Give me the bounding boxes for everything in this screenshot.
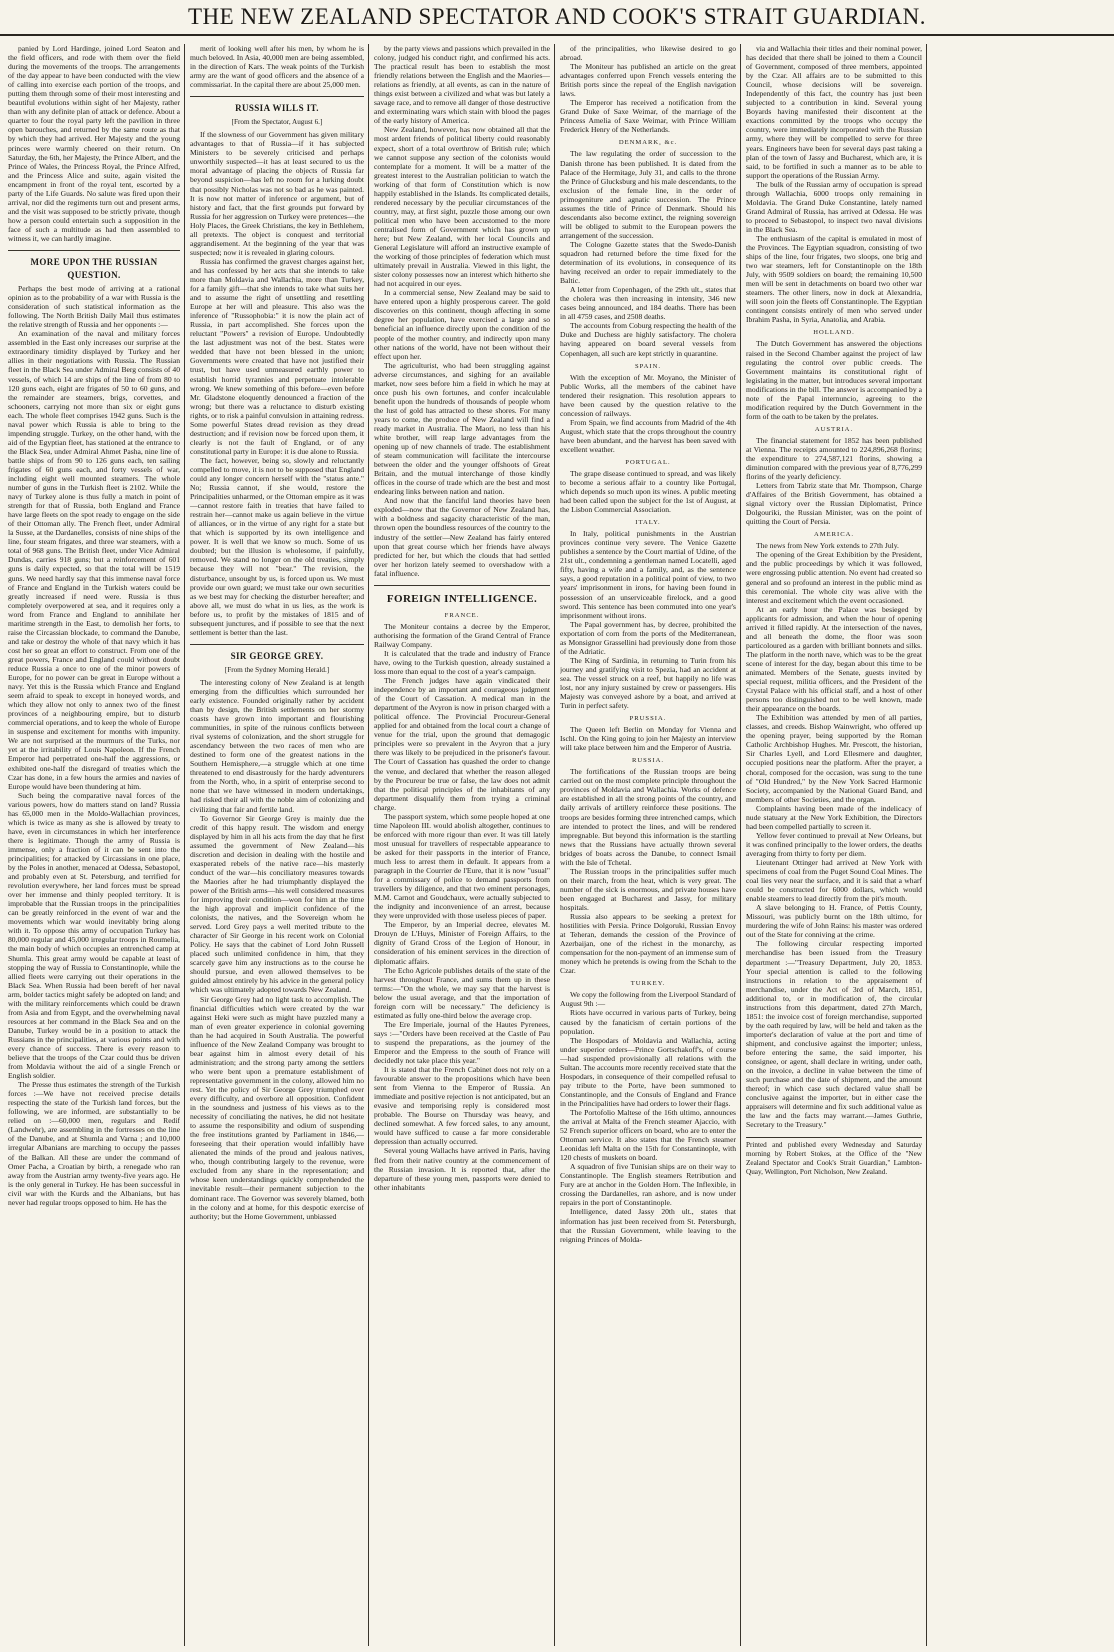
article-paragraph: The following circular respecting imported merchandise has been issued from the Treasury department :—"Treasury Department, July 20, 1853. Your special attention is called to the following instructions in relation to the appraisement of merchandise, under the Act of 3rd of March, 1851, additional to, or in modification of, the circular instructions from this department, dated 27th March, 1851: the invoice cost of foreign merchandise, supported by the oath required by law, will be held and taken as the importer's declaration of value at the port and time of shipment, and conclusive against the importer; unless, before entering the same, the said importer, his consignee, or agent, shall declare in writing, under oath, on the invoice, a decline in value between the time of such purchase and the date of shipment, and the amount thereof; in which case such declared value shall be conclusive against the importer, but in either case the appraisers will determine and fix such additional value as the law and the facts may warrant.—James Guthrie, Secretary to the Treasury." [746, 939, 922, 1130]
article-paragraph: Intelligence, dated Jassy 20th ult., states that information has just been received from St. Petersburgh, that the Russian Government, while leaving to the reigning Princes of Molda- [560, 1207, 736, 1244]
article-paragraph: We copy the following from the Liverpool Standard of August 9th :— [560, 990, 736, 1009]
country-subheading: DENMARK, &c. [618, 139, 678, 147]
article-paragraph: The Papal government has, by decree, prohibited the exportation of corn from the ports of the Mediterranean, as Monsignor Grassellini had previously done from those of the Adriatic. [560, 619, 736, 656]
article-paragraph: The Portofolio Maltese of the 16th ultimo, announces the arrival at Malta of the French steamer Ajaccio, with 52 French superior officers on board, who are to enter the Ottoman service. It also states that the French steamer Leonidas left Malta on the 15th for Constantinople, with 120 chests of muskets on board. [560, 1107, 736, 1163]
section-heading: FOREIGN INTELLIGENCE. [374, 585, 550, 607]
article-paragraph: The Ere Imperiale, journal of the Hautes Pyrenees, says :—"Orders have been received at the Castle of Pau to suspend the preparations, as the journey of the Emperor and the Empress to the south of France will decidedly not take place this year." [374, 1019, 550, 1066]
article-paragraph: To Governor Sir George Grey is mainly due the credit of this happy result. The wisdom and energy displayed by him in all his acts from the day that he first assumed the government of New Zealand—his discretion and decision in dealing with the hostile and exasperated rebels of the native race—his masterly conduct of the war—his conciliatory measures towards the Maories after he had triumphantly displayed the power of the British arms—his well considered measures for improving their condition—won for him at the time the high approval and implicit confidence of the colonists, the natives, and the Sovereign whom he served. Lord Grey pays a well merited tribute to the character of Sir George in his recent work on Colonial Policy. He says that the cabinet of Lord John Russell placed such unlimited confidence in him, that they scarcely gave him any instructions as to the course he should pursue, and even allowed themselves to be guided almost entirely by his advice in the general policy which was ultimately adopted towards New Zealand. [190, 813, 364, 995]
column-5 [746, 44, 922, 1646]
article-paragraph: The Exhibition was attended by men of all parties, classes, and creeds. Bishop Wainwright, who offered up the opening prayer, being supported by the Roman Catholic Archbishop Hughes. Mr. Prescott, the historian, Sir Charles Lyell, and Lord Ellesmere and daughter, occupied positions near the platform. After the prayer, a choral, composed for the occasion, was sung to the tune of "Old Hundred," by the New York Sacred Harmonic Society, accompanied by the National Guard Band, and members of other Societies, and the organ. [746, 713, 922, 804]
article-paragraph: Letters from Tabriz state that Mr. Thompson, Charge d'Affaires of the British Government, has obtained a signal victory over the Russian Diplomatist, Prince Dolgouriki, the Russian Minister, was on the point of quitting the Court of Persia. [746, 481, 922, 527]
article-paragraph: At an early hour the Palace was besieged by applicants for admission, and when the hour of opening arrived it filled rapidly. At the intersection of the naves, and all beneath the dome, the floor was soon particoloured as a garden with brilliant bonnets and silks. The platform in the north nave, which was to be the great scene of interest for the day, began about this time to be animated. Members of the Senate, guests invited by special request, militia officers, and the President of the Crystal Palace with his official staff, and a host of other persons too distinguished not to be well known, made their appearance on the boards. [746, 604, 922, 714]
article-paragraph: The Cologne Gazette states that the Swedo-Danish squadron had returned before the time fixed for the determination of its evolutions, in consequence of its having received an order to repair immediately to the Baltic. [560, 239, 736, 286]
article-paragraph: And now that the fanciful land theories have been exploded—now that the Governor of New Zealand has, with a boldness and sagacity characteristic of the man, thrown open the boundless resources of the country to the industry of the settler—New Zealand has fairly entered upon that great course which her friends have always predicted for her, but which the clouds that had settled over her horizon lately seemed to overshadow with a fatal influence. [374, 496, 550, 578]
article-paragraph: The Moniteur contains a decree by the Emperor, authorising the formation of the Grand Central of France Railway Company. [374, 621, 550, 649]
article-paragraph: The enthusiasm of the capital is emulated in most of the Provinces. The Egyptian squadron, consisting of two ships of the line, four frigates, two sloops, one brig and two war steamers, left for Constantinople on the 18th July, with 9509 soldiers on board; the remaining 10,500 men will be sent in detachments on board two other war steamers. The other liners, now in dock at Alexandria, will soon join the fleets off Constantinople. The Egyptian contingent consists entirely of men who served under Ibrahim Pasha, in Syria, Anatolia, and Arabia. [746, 233, 922, 325]
article-paragraph: The interesting colony of New Zealand is at length emerging from the difficulties which surrounded her early existence. Founded originally rather by accident than by design, the British settlements on her stormy coasts have grown into important and flourishing communities, in spite of the ruinous conflicts between rival systems of colonization, and the short struggle for ascendancy between the two races of men who are destined to form one of the greatest nations in the Southern Hemisphere,—a struggle which at one time threatened to end disastrously for the hardy adventurers from the North, who, in a spirit of enterprise second to none that we have witnessed in modern undertakings, had risked their all with the noble aim of colonizing and civilizing that fair and fertile land. [190, 677, 364, 814]
column-3 [374, 44, 550, 1646]
article-paragraph: In a commercial sense, New Zealand may be said to have entered upon a highly prosperous career. The gold discoveries on this continent, though affecting in some degree her population, have exercised a large and so beneficial an influence directly upon the condition of the people of the mother country, and indirectly upon many other nations of the world, have not been without their effect upon her. [374, 288, 550, 361]
article-paragraph: The opening of the Great Exhibition by the President, and the public proceedings by which it was followed, were engrossing public attention. No event had created so general and so profound an interest in the public mind as this ceremonial. The whole city was alive with the interest and excitement which the event occasioned. [746, 550, 922, 605]
country-subheading: ITALY. [635, 519, 661, 527]
article-paragraph: The King of Sardinia, in returning to Turin from his journey and gratifying visit to Spezia, had an accident at sea. The vessel struck on a reef, but happily no life was lost, nor any injury sustained by crew or passengers. His Majesty was conveyed ashore by a boat, and arrived at Turin in perfect safety. [560, 655, 736, 711]
article-paragraph: of the principalities, who likewise desired to go abroad. [560, 44, 736, 63]
article-paragraph: The law regulating the order of succession to the Danish throne has been published. It is dated from the Palace of the Hermitage, July 31, and calls to the throne the Prince of Glucksburg and his male descendants, to the exclusion of the female line, in the order of primogeniture and agnatic succession. The Prince assumes the title of Prince of Denmark. Should his descendants also become extinct, the reigning sovereign will be obliged to submit to the European powers the arrangement of the succession. [560, 149, 736, 240]
source-credit: [From the Spectator, August 6.] [231, 118, 323, 127]
article-paragraph: Lieutenant Ottinger had arrived at New York with specimens of coal from the Puget Sound Coal Mines. The coal lies very near the surface, and it is said that a wharf could be constructed for 6000 dollars, which would enable steamers to lead directly from the pit's mouth. [746, 857, 922, 904]
article-paragraph: The Emperor has received a notification from the Grand Duke of Saxe Weimar, of the marriage of the Princess Amelia of Saxe Weimar, with Prince William Frederick Henry of the Netherlands. [560, 98, 736, 135]
article-paragraph: The passport system, which some people hoped at one time Napoleon III. would abolish altogether, continues to be enforced with more rigour than ever. It was till lately most unusual for travellers of respectable appearance to be asked for their passports in the interior of France, much less to arrest them in default. It appears from a paragraph in the Courrier de l'Eure, that it is now "usual" for a commissary of police to demand passports from travellers by diligence, and that two eminent personages, M.M. Carnot and Goudchaux, were actually subjected to the indignity and inconvenience of an arrest, because they were unprovided with those useless pieces of paper. [374, 811, 550, 921]
article-paragraph: The Hospodars of Moldavia and Wallachia, acting under superior orders—Prince Gortschakoff's, of course—had suspended provisionally all relations with the Sultan. The accounts more recently received state that the Hospodars, in consequence of their compelled refusal to pay tribute to the Porte, have been summoned to Constantinople, and the Consuls of England and France in the Principalities have had orders to lower their flags. [560, 1035, 736, 1108]
column-1 [8, 44, 180, 1646]
article-paragraph: The news from New York extends to 27th July. [756, 541, 899, 551]
article-paragraph: The French judges have again vindicated their independence by an important and courageous judgment of the Court of Cassation. A medical man in the department of the Avyron is now in prison charged with a political offence. The Provincial Procureur-General applied for and obtained from the local court a change of venue for the trial, upon the ground that demagogic principles were so prevalent in the Avyron that a jury there was likely to be prejudiced in the prisoner's favour. The Court of Cassation has quashed the order to change the venue, and declared that whether the reason alleged by the Procureur be true or false, the law does not admit that the political principles of the inhabitants of any department disqualify them from trying a criminal charge. [374, 676, 550, 812]
article-paragraph: merit of looking well after his men, by whom he is much beloved. In Asia, 40,000 men are being assembled, in the direction of Kars. The weak points of the Turkish army are the want of good officers and the absence of a commissariat. In the capital there are about 25,000 men. [190, 44, 364, 90]
country-subheading: FRANCE. [444, 611, 480, 619]
column-rule [368, 44, 369, 1646]
article-paragraph: It is calculated that the trade and industry of France have, owing to the Turkish question, already sustained a loss more than equal to the cost of a year's campaign. [374, 648, 550, 676]
section-heading: MORE UPON THE RUSSIAN QUESTION. [8, 250, 180, 282]
article-paragraph: If the slowness of our Government has given military advantages to that of Russia—if it has subjected Ministers to be severely criticised and perhaps unworthily suspected—it has at least secured to us the moral advantage of placing the objects of Russia far beyond suspicion—has left no room for a lurking doubt that possibly Nicholas was not so bad as he was painted. It is now not matter of inference or argument, but of history and fact, that the first grounds put forward by Russia for her aggression on Turkey were pretences—the Holy Places, the Greek Christians, the key in Bethlehem, all pretexts. The object is conquest and territorial aggrandisement. At the beginning of the year that was suspected; now it is revealed in glaring colours. [190, 130, 364, 257]
article-paragraph: With the exception of Mr. Moyano, the Minister of Public Works, all the members of the cabinet have tendered their resignation. This resolution appears to have been caused by the question relative to the concession of railways. [560, 372, 736, 418]
country-subheading: TURKEY. [630, 980, 666, 988]
article-paragraph: The Russian troops in the principalities suffer much on their march, from the heat, which is very great. The number of the sick is enormous, and private houses have been engaged at Bucharest and Jassy, for military hospitals. [560, 866, 736, 912]
article-paragraph: The financial statement for 1852 has been published at Vienna. The receipts amounted to 224,896,268 florins; the expenditure to 274,587,121 florins, showing a diminution compared with the previous year of 8,776,299 florins of the yearly deficiency. [746, 435, 922, 482]
article-paragraph: Russia has confirmed the gravest charges against her, and has confessed by her acts that she intends to take more than Moldavia and Wallachia, more than Turkey, for a family gift—that she intends to take what suits her and to assume the right of unsettling and resettling Europe at her will and pleasure. This also was the inference of "Russophobia:" it is now the plain act of Russia, in part accomplished. She forces upon the reluctant "Powers" a revision of Europe. Undoubtedly the last adjustment was not of the best. States were wedded that have not been blessed in the union; Governments were created that have not justified their trust, but have used unmeasured earthly power to establish horrid tyrannies and perpetuate intolerable wrong. We knew something of this before—even before Mr. Gladstone eloquently denounced a fraction of the wrong; but there was a reluctance to disturb existing rights, or to risk a painful convulsion in attaining redress. Some powerful States dread revision as they dread destruction; and if revision now be forced upon them, it clearly is not the fault of England, or of any constitutional party in Europe: it is due alone to Russia. [190, 256, 364, 456]
article-paragraph: The Emperor, by an Imperial decree, elevates M. Drouyn de L'Huys, Minister of Foreign Affairs, to the dignity of Grand Cross of the Legion of Honour, in consideration of his eminent services in the direction of diplomatic affairs. [374, 920, 550, 966]
article-paragraph: Yellow fever continued to prevail at New Orleans, but it was confined principally to the lower orders, the deaths averaging from thirty to forty per diem. [746, 830, 922, 858]
column-rule [926, 44, 927, 1646]
column-4 [560, 44, 736, 1646]
article-paragraph: A letter from Copenhagen, of the 29th ult., states that the cholera was then increasing in intensity, 346 new cases being announced, and 184 deaths. There has been in all 4759 cases, and 2508 deaths. [560, 285, 736, 322]
column-rule [554, 44, 555, 1646]
article-paragraph: New Zealand, however, has now obtained all that the most ardent friends of political liberty could reasonably expect, short of a total overthrow of British rule; which we cannot suppose any section of the colonists would contemplate for a moment. It will be a matter of the greatest interest to the Australian politician to watch the working of that form of Constitution which is now happily established in the Islands. Its complicated details, rendered necessary by the peculiar circumstances of the country, may, at first sight, puzzle those among our own political men who have been accustomed to the more centralised form of Government which has grown up here; but New Zealand, with her local Councils and General Legislature will afford an instructive example of the working of those principles of federation which must ultimately prevail in Australia. Viewed in this light, the sister colony possesses now an interest which hitherto she had not acquired in our eyes. [374, 125, 550, 289]
article-paragraph: panied by Lord Hardinge, joined Lord Seaton and the field officers, and rode with them over the field during the movements of the troops. The arrangements of the day appear to have been conducted with the view of calling into exercise each portion of the troops, and putting them through some of their most interesting and beautiful evolutions within sight of her Majesty, rather than with any definite plan of attack or defence. About a quarter to four the royal party left the pavilion in three open barouches, and returned by the same route as that by which they had arrived. Her Majesty and the young princes were warmly cheered on their return. On Saturday, the 6th, her Majesty, the Prince Albert, and the Prince of Wales, the Princess Royal, the Prince Alfred, and the Princess Alice and suite, again visited the encampment in front of the royal tent, escorted by a party of the Life Guards. No salute was fired upon their arrival, nor did the regiments turn out and present arms, and the visit was supposed to be strictly private, though how a person could entertain such a supposition in the face of such a multitude as had then assembled to witness it, we can hardly imagine. [8, 44, 180, 243]
column-rule [740, 44, 741, 1646]
article-paragraph: via and Wallachia their titles and their nominal power, has decided that there shall be joined to them a Council of Government, composed of three members, appointed by the Czar. All affairs are to be submitted to this Council, whose decisions will be sovereign. Independently of this fact, the country has just been subjected to a contribution in kind. Several young Boyards having manifested their discontent at the exactions committed by the troops who occupy the country, were immediately incorporated with the Russian army, where they will be compelled to serve for three years. Engineers have been for several days past taking a plan of the town of Jassy and Bucharest, which are, it is said, to be fortified in such a manner as to be able to support the operations of the Russian Army. [746, 44, 922, 180]
country-subheading: SPAIN. [634, 362, 662, 370]
article-paragraph: The Moniteur has published an article on the great advantages conferred upon French vessels entering the British ports since the repeal of the English navigation laws. [560, 62, 736, 99]
article-paragraph: Sir George Grey had no light task to accomplish. The financial difficulties which were created by the war against Heki were such as might have puzzled many a man of even greater experience in colonial governing than he had acquired in South Australia. The powerful influence of the New Zealand Company was brought to bear against him in almost every detail of his administration; and the strong party among the settlers who were bent upon a premature establishment of representative government in the colony, allowed him no rest. Yet the policy of Sir George Grey triumphed over every difficulty, and overbore all opposition. Confident in the soundness and justness of his views as to the necessity of conciliating the natives, he did not hesitate to assume the responsibility and odium of suspending the free institutions granted by Parliament in 1846,—foreseeing that their operation would infallibly have alienated the minds of the proud and jealous natives, who, though contributing largely to the revenue, were excluded from any share in the representation; and whose keen understandings quickly comprehended the inevitable result—their permanent subjection to the dominant race. The Governor was severely blamed, both in the colony and at home, for this despotic exercise of authority; but the Home Government, unbiassed [190, 994, 364, 1221]
column-6 [932, 44, 1106, 1646]
country-subheading: AUSTRIA. [814, 425, 854, 433]
masthead: THE NEW ZEALAND SPECTATOR AND COOK'S STRAIT GUARDIAN. [0, 0, 1114, 36]
article-paragraph: The Dutch Government has answered the objections raised in the Second Chamber against the project of law regulating the control over public creeds. The Government maintains its constitutional right of legislating in the matter, but introduces several important modifications in the bill. The answer is accompanied by a note of the Papal internuncio, agreeing to the modification required by the Dutch Government in the form of the oath to be taken by the prelates. [746, 339, 922, 421]
article-paragraph: Such being the comparative naval forces of the various powers, how do matters stand on land? Russia has 65,000 men in the Moldo-Wallachian provinces, which is twice as many as she is allowed by treaty to have, even in circumstances in which her interference there is legitimate. Though the army of Russia is immense, only a fraction of it can be sent into the principalities; for attacked by Circassians in one place, by the Poles in another, menaced at Odessa, Sebastopol, and probably even at St. Petersburg, and terrified for revolution everywhere, her land forces must be spread over her immense and thinly peopled territory. It is improbable that the Russian troops in the principalities can be greatly reinforced in the event of war and the movements which war would inevitably bring along with it. To oppose this army of occupation Turkey has 80,000 regular and 45,000 irregular troops in Roumelia, the main body of which occupies an entrenched camp at Shumla. This great army would be capable at least of stopping the way of Russia to Constantinople, while the allied fleets were carrying out their operations in the Black Sea. When Russia had been bereft of her naval arm, bolder tactics might safely be adopted on land; and with the military reinforcements which could be drawn from Asia and from Egypt, and the overwhelming naval resources at her command in the Black Sea and on the Danube, Turkey would be in a position to attack the Russians in the principalities, at various points and with every chance of success. There is every reason to believe that the troops of the Czar could thus be driven from Moldavia without the aid of a single French or English soldier. [8, 790, 180, 1081]
article-paragraph: The bulk of the Russian army of occupation is spread through Wallachia, 6000 troops only remaining in Moldavia. The Grand Duke Constantine, lately named Grand Admiral of Russia, has arrived at Odessa. He was to proceed to Sebastopol, to inspect two naval divisions in the Black Sea. [746, 179, 922, 234]
article-paragraph: The Presse thus estimates the strength of the Turkish forces :—We have not received precise details respecting the state of the Turkish land forces, but the following, we are informed, are substantially to be relied on :—60,000 men, regulars and Redif (Landwehr), are assembling in the fortresses on the line of the Danube, and at Shumla and Varna ; and 10,000 irregular Albanians are marching to occupy the passes of the Balkan. All these are under the command of Omer Pacha, a Croatian by birth, a renegade who ran away from the Austrian army twenty-five years ago. He is the only general in Turkey. He has been successful in civil war with the Kurds and the Albanians, but has never had regular troops opposed to him. He has the [8, 1080, 180, 1207]
article-paragraph: The Echo Agricole publishes details of the state of the harvest throughout France, and sums them up in these terms:—"On the whole, we may say that the harvest is below the usual average, and that the importation of foreign corn will be necessary." The deficiency is estimated as fully one-third below the average crop. [374, 965, 550, 1020]
article-paragraph: by the party views and passions which prevailed in the colony, judged his conduct right, and confirmed his acts. The practical result has been to establish the most friendly relations between the English and the Maories—relations as friendly, at all events, as can in the nature of things exist between a civilized and what was but lately a savage race, and to remove all danger of those destructive and exterminating wars which stain with blood the pages of the early history of America. [374, 44, 550, 126]
column-2 [190, 44, 364, 1646]
article-paragraph: Complaints having been made of the indelicacy of nude statuary at the New York Exhibition, the Directors had been compelled partially to screen it. [746, 803, 922, 831]
article-paragraph: The fact, however, being so, slowly and reluctantly compelled to move, it is not to be supposed that England could any longer concern herself with the "status ante." No; Russia cannot, if she would, restore the Principalities unharmed, or the Ottoman empire as it was—cannot restore faith in treaties that have failed to restrain her—cannot make us again believe in the virtue of alliances, or in the virtue of any right for a state but that which is supported by its own intelligence and power. It is well that we know so much. Some of us doubted; but the illusion is wholesome, if painfully, removed. We stand no longer on the old treaties, simply because they will not "bear." The revision, the disturbance, unsought by us, is forced upon us. We must provide our own guard; we must take our own securities as we best may for checking the disturber hereafter; and above all, we must do what in us lies, as the work is before us, to profit by the mistakes of 1815 and of subsequent junctures, and if possible to see that the next settlement is better than the last. [190, 455, 364, 637]
article-paragraph: The agriculturist, who had been struggling against adverse circumstances, and sighing for an available market, now sees before him a field in which he may at once push his own fortunes, and confer incalculable benefit upon the hundreds of thousands of people whom the lust of gold has attracted to these shores. For many years to come, the produce of New Zealand will find a ready market in Australia. The Maori, no less than his white brother, will reap large advantages from the opening up of new channels of trade. The establishment of steam communication will facilitate the intercourse between the older and the younger offshoots of Great Britain, and the mutual interchange of those kindly offices in the course of trade which are the best and most endearing links between nation and nation. [374, 360, 550, 497]
section-heading: RUSSIA WILLS IT. [190, 96, 364, 115]
section-heading: SIR GEORGE GREY. [190, 644, 364, 663]
article-paragraph: Russia also appears to be seeking a pretext for hostilities with Persia. Prince Dolgoruki, Russian Envoy at Teheran, demands the cession of the Province of Azerbaijan, one of the richest in the monarchy, as compensation for the non-payment of an immense sum of money which he pretends is owing from the Schah to the Czar. [560, 912, 736, 976]
article-paragraph: An examination of the naval and military forces assembled in the East only increases our surprise at the extraordinary timidity displayed by Turkey and her allies in their negotiations with Russia. The Russian fleet in the Black Sea under Admiral Berg consists of 40 vessels, of which 14 are ships of the line of from 80 to 120 guns each, eight are frigates of 50 to 60 guns, and the remainder are steamers, brigs, corvettes, and schooners, carrying not more than six or eight guns each. The whole fleet comprises 1942 guns. Such is the naval power which Russia is able to bring to the impending struggle. Turkey, on the other hand, with the aid of the Egyptian fleet, has stationed at the entrance to the Black Sea, under Admiral Ahmet Pasha, nine line of battle ships of from 90 to 126 guns each, ten sailing frigates of 60 guns each, and forty vessels of war, including eight well mounted steamers. The whole number of guns in the Turkish fleet is 2102. While the navy of Turkey alone is thus fully a match in point of strength for that of Russia, both England and France have large fleets on the spot ready to engage on the side of their Ottoman ally. The French fleet, under Admiral la Susse, at the Dardanelles, consists of nine ships of the line, four steam frigates, and three war steamers, with a total of 968 guns. The British fleet, under Vice Admiral Dundas, carries 918 guns; but a reinforcement of 601 guns is daily expected, so that the total will be 1519 guns. We need hardly say that this immense naval force of France and England in the Turkish waters could be greatly increased if need were. Russia is thus completely overpowered at sea, and it requires only a word from France and England to annihilate her maritime strength in the East, to demolish her forts, to raise the Circassian blockade, to command the Danube, and take or destroy the whole of that navy which it has cost her so great an effort to construct. From one of the great powers, France and England could without doubt reduce Russia a once to one of the minor powers of Europe, for no power can be great in Europe without a navy. Yet this is the Russia which France and England seem afraid to speak to except in honeyed words, and which they allow not only to annex two of the finest provinces of a neighbouring empire, but to disturb commercial operations, and to keep the whole of Europe in suspense and excitement for months with impunity. We are not surprised at the murmurs of the Turks, nor yet at the irritability of Louis Napoleon. If the French Emperor had perpetrated one-half the aggressions, or exhibited one-half the disregard of treaties which the Czar has done, in a few hours the armies and navies of Europe would have been thundering at him. [8, 329, 180, 791]
article-paragraph: Perhaps the best mode of arriving at a rational opinion as to the probability of a war with Russia is the consideration of such statistical information as the following. The North British Daily Mail thus estimates the relative strength of Russia and her opponents :— [8, 284, 180, 330]
article-paragraph: The Queen left Berlin on Monday for Vienna and Ischl. On the King going to join her Majesty an interview will take place between him and the Emperor of Austria. [560, 725, 736, 753]
country-subheading: PRUSSIA. [629, 715, 667, 723]
column-rule [184, 44, 185, 1646]
country-subheading: PORTUGAL. [625, 458, 671, 466]
article-paragraph: In Italy, political punishments in the Austrian provinces continue very severe. The Venice Gazette publishes a sentence by the Court martial of Udine, of the 21st ult., condemning a gentleman named Locatelli, aged fifty, having a wife and a family, and, as the sentence says, a good reputation in a political point of view, to two years' imprisonment in irons, for having been found in possession of an unserviceable firelock, and a good sword. This sentence has been commuted into one year's imprisonment without irons. [560, 529, 736, 620]
article-paragraph: From Spain, we find accounts from Madrid of the 4th August, which state that the crops throughout the country have been abundant, and the harvest has been saved with excellent weather. [560, 417, 736, 454]
article-paragraph: It is stated that the French Cabinet does not rely on a favourable answer to the propositions which have been sent from Vienna to the Emperor of Russia. An immediate and positive rejection is not anticipated, but an evasive and temporising reply is considered most probable. The Bourse on Thursday was heavy, and declined somewhat. A few forced sales, to any amount, would have sufficed to cause a far more considerable depression than actually occurred. [374, 1065, 550, 1147]
article-paragraph: Several young Wallachs have arrived in Paris, having fled from their native country at the commencement of the Russian invasion. It is reported that, after the departure of these young men, passports were denied to other inhabitants [374, 1146, 550, 1192]
source-credit: [From the Sydney Morning Herald.] [224, 665, 330, 674]
printer-imprint: Printed and published every Wednesday and Saturday morning by Robert Stokes, at the Office of the "New Zealand Spectator and Cook's Strait Guardian," Lambton-Quay, Wellington, Port Nicholson, New Zealand. [746, 1137, 922, 1177]
article-paragraph: The grape disease continued to spread, and was likely to become a serious affair to a country like Portugal, which depends so much upon its wines. A public meeting had been called upon the subject for the 1st of August, at the Lisbon Commercial Association. [560, 468, 736, 515]
article-paragraph: The fortifications of the Russian troops are being carried out on the most complete principle throughout the provinces of Moldavia and Wallachia. Works of defence are established in all the strong points of the country, and daily arrivals of artillery reinforce these positions. The troops are besides forming three intrenched camps, which are intended to protect the lines, and will be rendered impregnable. But beyond this information is the startling news that the Russians have actually thrown several bridges of boats across the Danube, to connect Ismail with the Isle of Tchetal. [560, 767, 736, 867]
article-paragraph: A squadron of five Tunisian ships are on their way to Constantinople. The English steamers Retribution and Fury are at anchor in the Golden Horn. The Inflexible, in crossing the Dardanelles, ran ashore, and is now under repairs in the port of Constantinople. [560, 1162, 736, 1208]
country-subheading: RUSSIA. [631, 757, 665, 765]
article-paragraph: A slave belonging to H. France, of Pettis County, Missouri, was publicly burnt on the 18th ultimo, for murdering the wife of John Rains: his master was ordered out of the State for conniving at the crime. [746, 903, 922, 940]
article-paragraph: Riots have occurred in various parts of Turkey, being caused by the fanaticism of certain portions of the population. [560, 1008, 736, 1036]
country-subheading: AMERICA. [813, 531, 855, 539]
article-paragraph: The accounts from Coburg respecting the health of the Duke and Duchess are highly satisfactory. The cholera having appeared on board several vessels from Copenhagen, all such are kept strictly in quarantine. [560, 321, 736, 358]
country-subheading: HOLLAND. [813, 329, 855, 337]
